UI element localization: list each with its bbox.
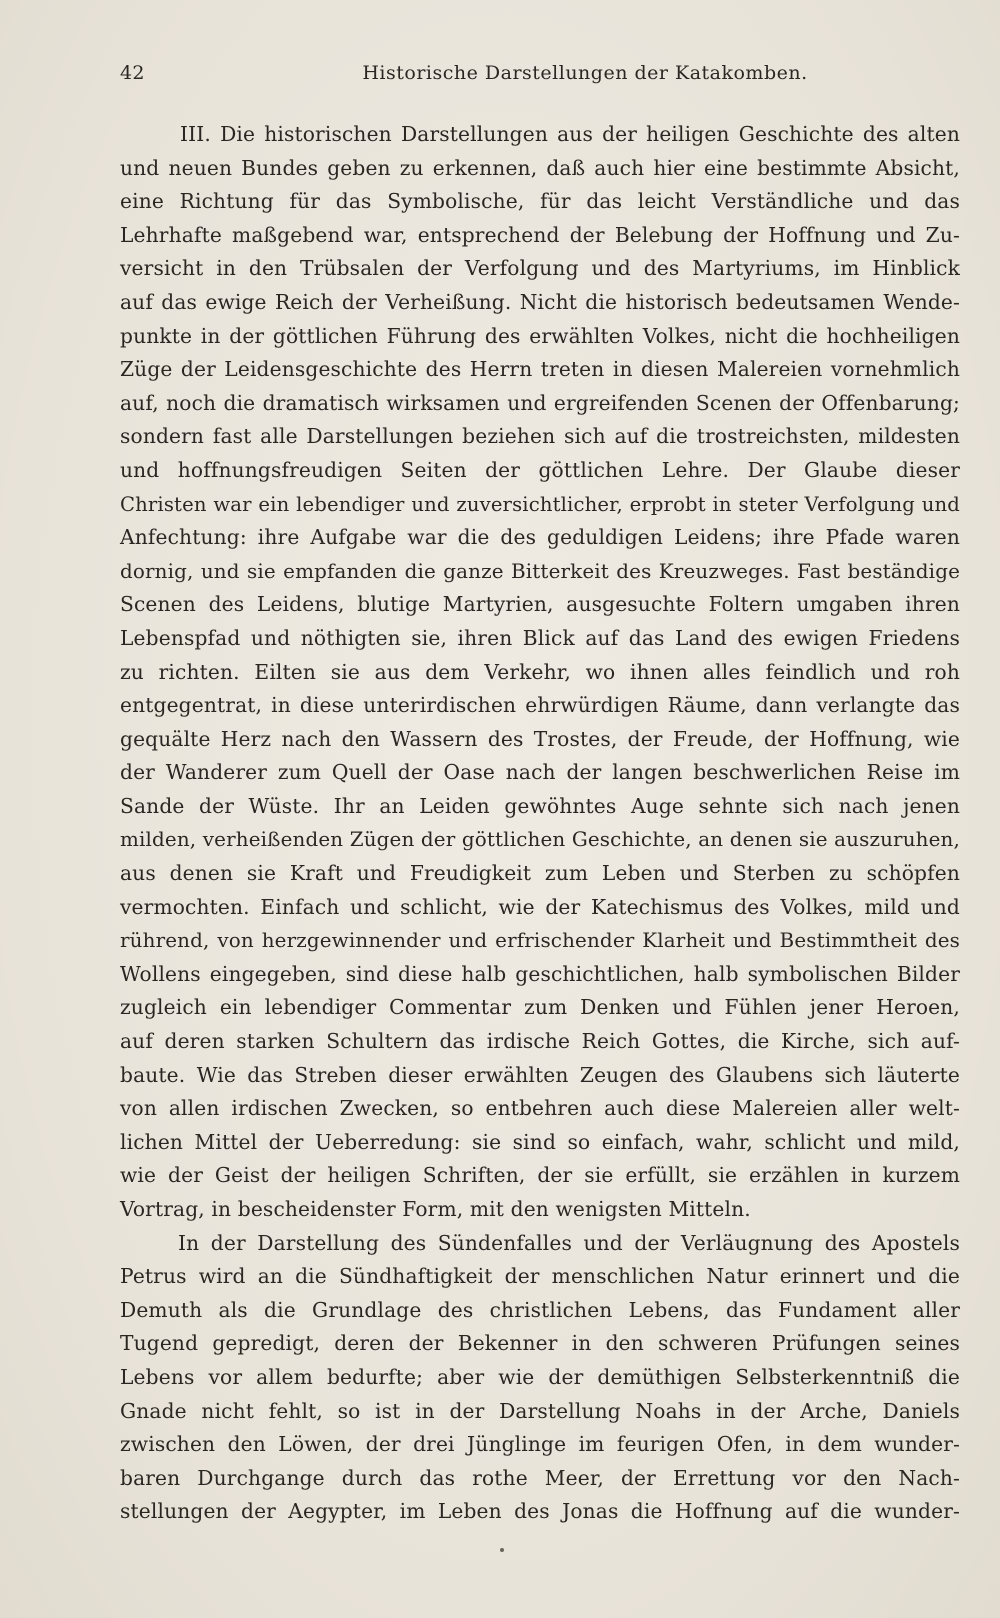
- text-line: sondern fast alle Darstellungen beziehen sich auf die trostreichsten, mildesten: [120, 424, 960, 449]
- page-header: [120, 62, 950, 92]
- text-line: baren Durchgange durch das rothe Meer, der Errettung vor den Nach-: [120, 1465, 960, 1490]
- text-line: auf, noch die dramatisch wirksamen und ergreifenden Scenen der Offenbarung;: [120, 390, 960, 415]
- text-line: III. Die historischen Darstellungen aus der heiligen Geschichte des alten: [180, 122, 960, 146]
- text-line: rührend, von herzgewinnender und erfrischender Klarheit und Bestimmtheit des: [120, 929, 960, 953]
- text-line: gequälte Herz nach den Wassern des Trostes, der Freude, der Hoffnung, wie: [120, 726, 960, 751]
- text-line: Demuth als die Grundlage des christlichen Lebens, das Fundament aller: [120, 1297, 960, 1322]
- text-line: auf das ewige Reich der Verheißung. Nicht die historisch bedeutsamen Wende-: [120, 289, 960, 314]
- text-line: Anfechtung: ihre Aufgabe war die des geduldigen Leidens; ihre Pfade waren: [120, 525, 960, 550]
- text-line: Christen war ein lebendiger und zuversichtlicher, erprobt in steter Verfolgung und: [120, 492, 960, 516]
- text-line: auf deren starken Schultern das irdische Reich Gottes, die Kirche, sich auf-: [120, 1029, 960, 1054]
- text-line: In der Darstellung des Sündenfalles und der Verläugnung des Apostels: [178, 1230, 960, 1255]
- text-line: milden, verheißenden Zügen der göttlichen Geschichte, an denen sie auszuruhen,: [120, 828, 960, 852]
- text-line: der Wanderer zum Quell der Oase nach der langen beschwerlichen Reise im: [120, 760, 960, 785]
- text-line: baute. Wie das Streben dieser erwählten Zeugen des Glaubens sich läuterte: [120, 1062, 960, 1087]
- body-text: [120, 118, 960, 1529]
- text-line: Vortrag, in bescheidenster Form, mit den wenigsten Mitteln.: [120, 1197, 751, 1221]
- text-line: Tugend gepredigt, deren der Bekenner in den schweren Prüfungen seines: [120, 1331, 960, 1356]
- text-line: aus denen sie Kraft und Freudigkeit zum Leben und Sterben zu schöpfen: [120, 861, 960, 886]
- text-line: zu richten. Eilten sie aus dem Verkehr, wo ihnen alles feindlich und roh: [120, 659, 960, 684]
- text-line: dornig, und sie empfanden die ganze Bitterkeit des Kreuzweges. Fast beständige: [120, 559, 960, 583]
- paragraph-2: [120, 1227, 960, 1529]
- text-line: zugleich ein lebendiger Commentar zum Denken und Fühlen jener Heroen,: [120, 995, 960, 1020]
- text-line: Lehrhafte maßgebend war, entsprechend der Belebung der Hoffnung und Zu-: [120, 222, 960, 247]
- text-line: entgegentrat, in diese unterirdischen ehrwürdigen Räume, dann verlangte das: [120, 693, 960, 718]
- text-line: vermochten. Einfach und schlicht, wie der Katechismus des Volkes, mild und: [120, 894, 960, 919]
- text-line: zwischen den Löwen, der drei Jünglinge im feurigen Ofen, in dem wunder-: [120, 1432, 960, 1457]
- text-line: Petrus wird an die Sündhaftigkeit der menschlichen Natur erinnert und die: [120, 1264, 960, 1289]
- text-line: und hoffnungsfreudigen Seiten der göttlichen Lehre. Der Glaube dieser: [120, 457, 960, 482]
- text-line: von allen irdischen Zwecken, so entbehren auch diese Malereien aller welt-: [120, 1096, 960, 1121]
- text-line: und neuen Bundes geben zu erkennen, daß auch hier eine bestimmte Absicht,: [120, 155, 960, 180]
- text-line: Lebens vor allem bedurfte; aber wie der demüthigen Selbsterkenntniß die: [120, 1364, 960, 1389]
- text-line: lichen Mittel der Ueberredung: sie sind so einfach, wahr, schlicht und mild,: [120, 1129, 960, 1154]
- text-line: Scenen des Leidens, blutige Martyrien, ausgesuchte Foltern umgaben ihren: [120, 592, 960, 617]
- text-line: Lebenspfad und nöthigten sie, ihren Blick auf das Land des ewigen Friedens: [120, 625, 960, 650]
- text-line: stellungen der Aegypter, im Leben des Jonas die Hoffnung auf die wunder-: [120, 1499, 960, 1524]
- page-number: 42: [120, 62, 145, 84]
- text-line: Gnade nicht fehlt, so ist in der Darstellung Noahs in der Arche, Daniels: [120, 1398, 960, 1423]
- text-line: Züge der Leidensgeschichte des Herrn treten in diesen Malereien vornehmlich: [120, 357, 960, 382]
- page-mark: [500, 1548, 504, 1552]
- paragraph-1: [120, 118, 960, 1227]
- running-title: Historische Darstellungen der Katakomben.: [362, 62, 808, 84]
- text-line: Wollens eingegeben, sind diese halb geschichtlichen, halb symbolischen Bilder: [120, 961, 960, 986]
- text-line: wie der Geist der heiligen Schriften, der sie erfüllt, sie erzählen in kurzem: [120, 1163, 960, 1188]
- text-line: Sande der Wüste. Ihr an Leiden gewöhntes Auge sehnte sich nach jenen: [120, 793, 960, 818]
- text-line: punkte in der göttlichen Führung des erwählten Volkes, nicht die hochheiligen: [120, 323, 960, 348]
- text-line: versicht in den Trübsalen der Verfolgung und des Martyriums, im Hinblick: [120, 256, 960, 281]
- text-line: eine Richtung für das Symbolische, für das leicht Verständliche und das: [120, 189, 960, 214]
